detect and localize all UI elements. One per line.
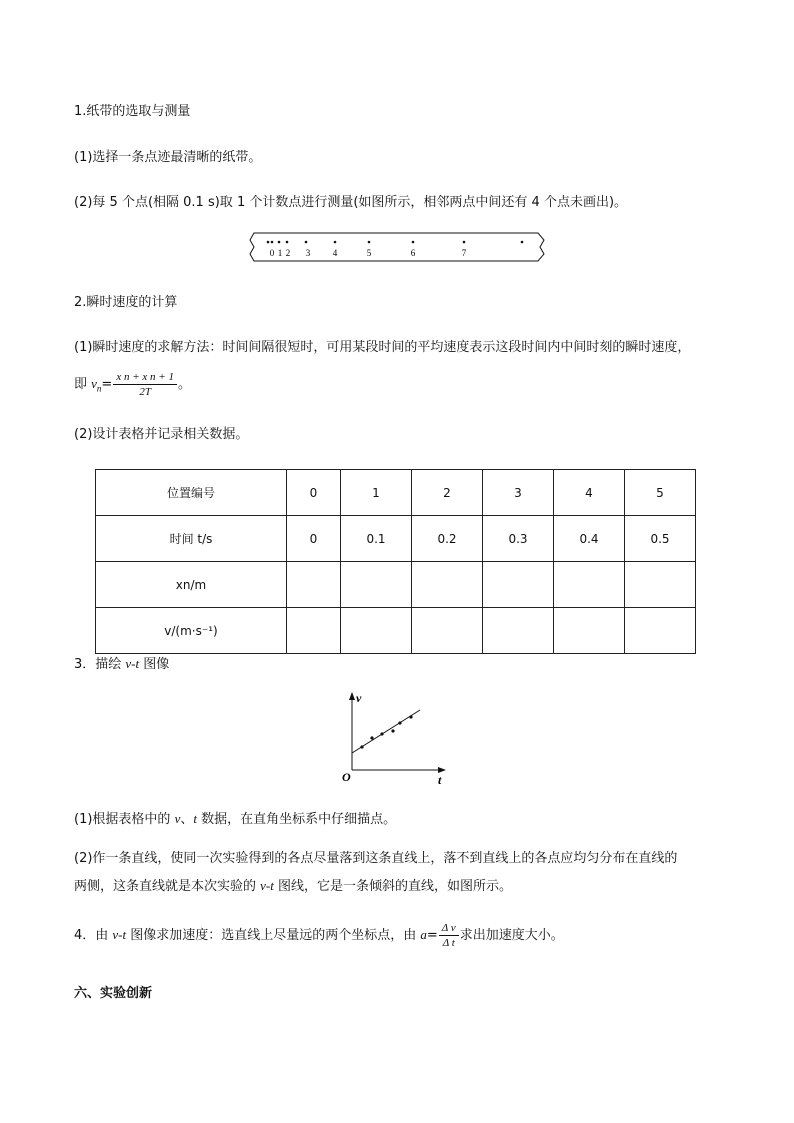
table-cell [625, 562, 696, 608]
s4-b: 图像求加速度：选直线上尽量远的两个坐标点，由 [126, 928, 421, 943]
table-cell: 0 [287, 470, 341, 516]
formula-end: 。 [177, 377, 191, 392]
table-cell [625, 608, 696, 654]
formula-fraction [113, 370, 177, 399]
tape-dot [267, 241, 270, 244]
section3-heading [74, 655, 169, 674]
section1-paragraph1: (1)选择一条点迹最清晰的纸带。 [74, 150, 262, 165]
section3-heading-prefix: 3．描绘 [74, 657, 126, 672]
tape-label: 6 [410, 248, 416, 258]
table-cell [554, 608, 625, 654]
table-row [96, 516, 696, 562]
acceleration-fraction [439, 921, 459, 950]
table-cell [554, 562, 625, 608]
section1-paragraph2: (2)每 5 个点(相隔 0.1 s)取 1 个计数点进行测量(如图所示，相邻两点中间还有 4 个点未画出)。 [74, 195, 628, 210]
data-table [95, 469, 696, 654]
table-cell: v/(m·s⁻¹) [96, 608, 287, 654]
table-cell [287, 608, 341, 654]
section6-heading: 六、实验创新 [74, 986, 153, 1001]
table-row [96, 562, 696, 608]
s3-p1-b: 数据，在直角坐标系中仔细描点。 [196, 812, 397, 827]
tape-label: 3 [305, 248, 311, 258]
data-point [370, 736, 373, 739]
table-cell [412, 562, 483, 608]
data-point [360, 745, 363, 748]
table-cell: 0.2 [412, 516, 483, 562]
data-point [398, 721, 401, 724]
table-row [96, 470, 696, 516]
tape-dot [334, 241, 337, 244]
tape-label: 1 [277, 248, 283, 258]
table-cell: 0.3 [483, 516, 554, 562]
graph-origin-label: O [342, 770, 351, 784]
formula-v: v [91, 376, 97, 391]
section3-paragraph1 [74, 810, 396, 829]
table-cell: 2 [412, 470, 483, 516]
vt-graph-figure [334, 686, 454, 786]
table-cell [483, 562, 554, 608]
s4-c: 求出加速度大小。 [459, 928, 564, 943]
section2-paragraph2: (2)设计表格并记录相关数据。 [74, 427, 249, 442]
acceleration-denominator: Δ t [442, 937, 455, 949]
tape-label: 4 [332, 248, 338, 258]
s3-p2-b: 图线，它是一条倾斜的直线，如图所示。 [273, 879, 512, 894]
paper-tape-figure [248, 230, 548, 264]
s3-p1-v: v [174, 811, 181, 826]
table-cell: 0.5 [625, 516, 696, 562]
tape-dot [368, 241, 371, 244]
table-cell [341, 562, 412, 608]
table-cell: 3 [483, 470, 554, 516]
data-point [409, 715, 412, 718]
formula-numerator: x n + x n + 1 [113, 370, 177, 385]
data-point [391, 729, 394, 732]
tape-dot [271, 241, 274, 244]
table-cell: 0.4 [554, 516, 625, 562]
table-cell: 0 [287, 516, 341, 562]
formula-equals: = [101, 377, 113, 392]
section3-paragraph2-line2 [74, 877, 512, 896]
instantaneous-velocity-formula [74, 367, 191, 406]
section2-paragraph1: (1)瞬时速度的求解方法：时间间隔很短时，可用某段时间的平均速度表示这段时间内中间时刻的瞬时速度， [74, 340, 691, 355]
tape-label: 7 [461, 248, 467, 258]
formula-sub: n [96, 383, 102, 394]
s3-p1-sep: 、 [180, 812, 194, 827]
table-cell [483, 608, 554, 654]
tape-label: 5 [366, 248, 372, 258]
tape-label: 0 [269, 248, 275, 258]
tape-label: 2 [285, 248, 291, 258]
table-cell: 时间 t/s [96, 516, 287, 562]
table-cell: 5 [625, 470, 696, 516]
table-cell: 位置编号 [96, 470, 287, 516]
tape-dot [286, 241, 289, 244]
section2-heading: 2.瞬时速度的计算 [74, 295, 178, 310]
s4-a-var: a [420, 927, 427, 942]
s4-vt: v-t [112, 927, 127, 942]
tape-dot [412, 241, 415, 244]
table-cell [412, 608, 483, 654]
table-cell: 4 [554, 470, 625, 516]
graph-y-label: v [356, 691, 362, 705]
formula-denominator: 2T [139, 386, 151, 398]
s3-p2-vt: v-t [260, 878, 274, 893]
table-cell: 0.1 [341, 516, 412, 562]
table-cell [287, 562, 341, 608]
graph-x-label: t [438, 773, 442, 786]
tape-dot [521, 241, 524, 244]
section3-heading-vt: v-t [125, 656, 140, 671]
s4-a: 4．由 [74, 928, 113, 943]
tape-dot [463, 241, 466, 244]
s3-p2-a: 两侧，这条直线就是本次实验的 [74, 879, 261, 894]
section1-heading: 1.纸带的选取与测量 [74, 104, 191, 119]
table-cell: 1 [341, 470, 412, 516]
s3-p1-a: (1)根据表格中的 [74, 812, 175, 827]
section3-paragraph2-line1: (2)作一条直线，使同一次实验得到的各点尽量落到这条直线上，落不到直线上的各点应均匀分布在直线的 [74, 851, 678, 866]
acceleration-numerator: Δ v [439, 921, 459, 936]
tape-dot [278, 241, 281, 244]
s3-p1-t: t [193, 811, 197, 826]
table-row [96, 608, 696, 654]
tape-dot [305, 241, 308, 244]
table-cell [341, 608, 412, 654]
formula-prefix: 即 [74, 377, 92, 392]
data-point [380, 732, 383, 735]
table-cell: xn/m [96, 562, 287, 608]
section3-heading-suffix: 图像 [139, 657, 170, 672]
section4-paragraph [74, 917, 564, 954]
s4-eq: = [426, 928, 438, 943]
